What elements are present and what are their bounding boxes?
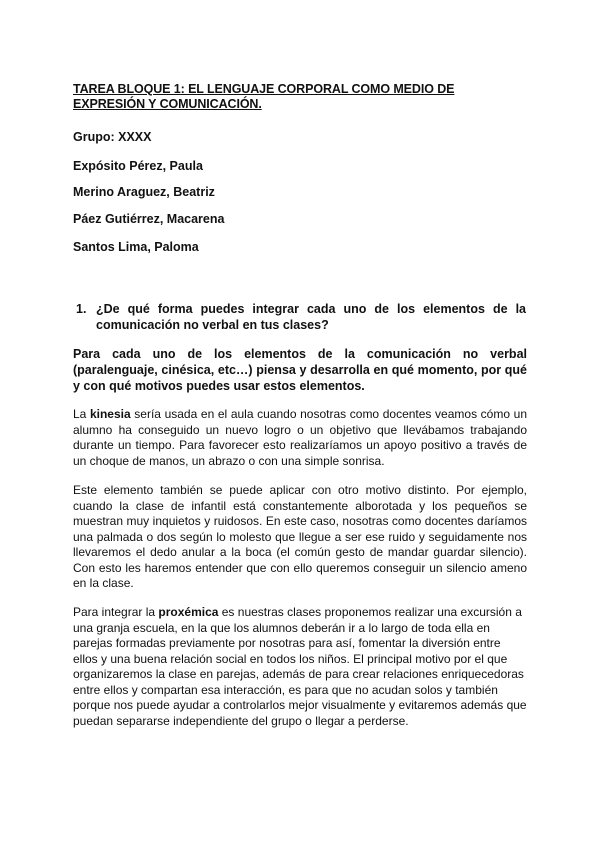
document-title: TAREA BLOQUE 1: EL LENGUAJE CORPORAL COMO MEDIO DE EXPRESIÓN Y COMUNICACIÓN.: [73, 82, 455, 111]
author-3: Páez Gutiérrez, Macarena: [73, 212, 225, 226]
paragraph-kinesia-after: sería usada en el aula cuando nosotras como docentes veamos cómo un alumno ha conseguido un nuevo logro o un objetivo que llevábamos trabajando durante un tiempo. Para favorecer esto realizaríamos un apoyo positivo a través de un choque de manos, un abrazo o con una simple sonrisa.: [73, 407, 527, 468]
paragraph-gestures: Este elemento también se puede aplicar con otro motivo distinto. Por ejemplo, cuando la clase de infantil está constantemente alborotada y los pequeños se muestran muy inquietos y ruidosos. En este caso, nosotras como docentes daríamos una palmada o dos según lo molesto que llegue a ser ese ruido y seguidamente nos llevaremos el dedo anular a la boca (el común gesto de mandar guardar silencio). Con esto les haremos entender que con ello queremos conseguir un silencio ameno en la clase.: [73, 483, 527, 590]
author-2: Merino Araguez, Beatriz: [73, 185, 215, 199]
instruction-text: Para cada uno de los elementos de la comunicación no verbal (paralenguaje, cinésica, etc…) piensa y desarrolla en qué momento, por qué y con qué motivos puedes usar estos elementos.: [73, 347, 527, 393]
author-4: Santos Lima, Paloma: [73, 240, 199, 254]
paragraph-proxemica-before: Para integrar la: [73, 605, 159, 619]
term-proxemica: proxémica: [158, 605, 219, 619]
paragraph-kinesia: [73, 407, 527, 469]
paragraph-proxemica-after: es nuestras clases proponemos realizar una excursión a una granja escuela, en la que los alumnos deberán ir a lo largo de toda ella en parejas formadas previamente por nosotras para así, fomentar la diversión entre ellos y una buena relación social en todos los niños. El principal motivo por el que organizaremos la clase en parejas, además de para crear relaciones enriquecedoras entre ellos y compartan esa interacción, es para que no acudan solos y también porque nos puede ayudar a controlarlos mejor visualmente y evitaremos además que puedan separarse independiente del grupo o llegar a perderse.: [73, 605, 527, 728]
author-1: Expósito Pérez, Paula: [73, 159, 203, 173]
paragraph-proxemica: [73, 605, 527, 729]
term-kinesia: kinesia: [89, 407, 131, 421]
group-label: Grupo: XXXX: [73, 130, 152, 144]
question-number: 1.: [76, 302, 87, 316]
paragraph-kinesia-before: La: [73, 407, 90, 421]
question-block: [76, 301, 526, 333]
question-text: ¿De qué forma puedes integrar cada uno de los elementos de la comunicación no verbal en tus clases?: [96, 302, 526, 332]
